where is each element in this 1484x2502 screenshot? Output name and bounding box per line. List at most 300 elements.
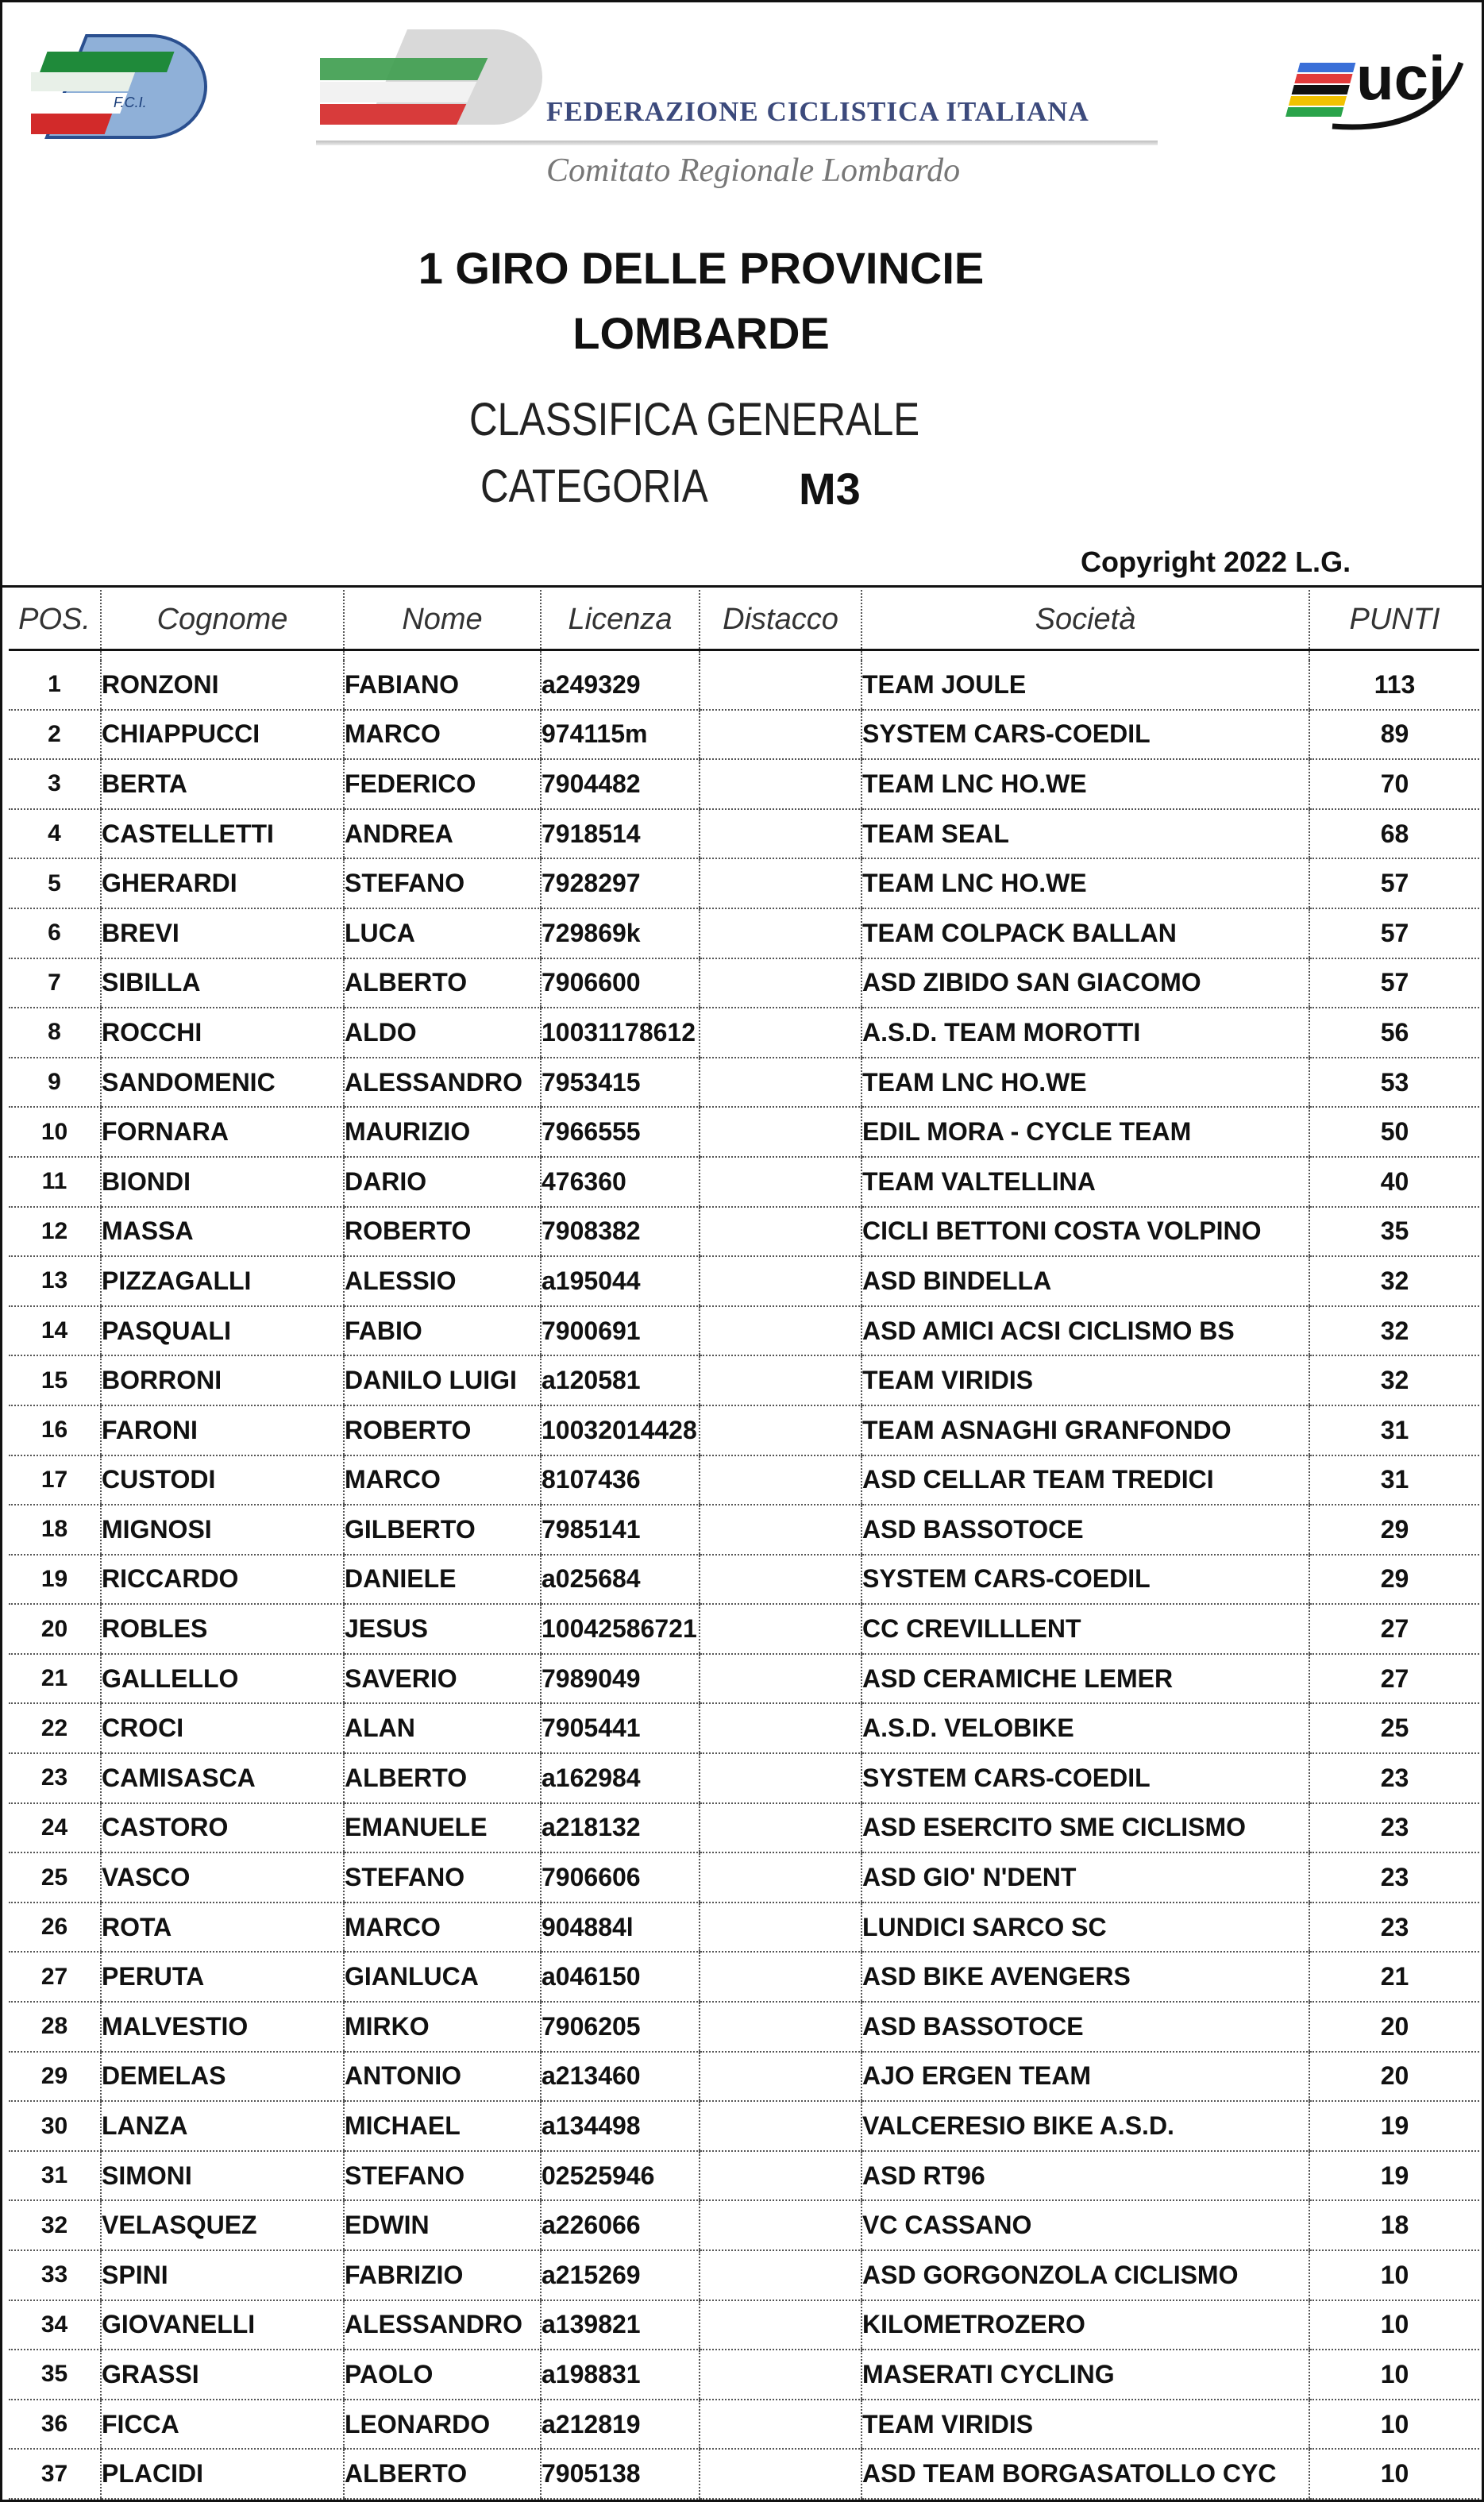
position-cell: 10 <box>9 1107 101 1157</box>
license-cell: a213460 <box>541 2052 700 2102</box>
column-header-surname: Cognome <box>101 590 344 650</box>
points-cell: 50 <box>1309 1107 1479 1157</box>
gap-cell <box>700 1306 861 1356</box>
gap-cell <box>700 1505 861 1555</box>
license-cell: 10031178612 <box>541 1008 700 1058</box>
team-cell: A.S.D. VELOBIKE <box>861 1703 1309 1753</box>
surname-cell: SPINI <box>101 2250 344 2300</box>
name-cell: MIRKO <box>344 2002 541 2052</box>
table-row <box>9 1803 1479 1853</box>
name-cell: EMANUELE <box>344 1803 541 1853</box>
team-cell: MASERATI CYCLING <box>861 2350 1309 2400</box>
surname-cell: SIMONI <box>101 2151 344 2201</box>
position-cell: 2 <box>9 710 101 760</box>
license-cell: 10032014428 <box>541 1405 700 1455</box>
gap-cell <box>700 1654 861 1704</box>
table-row <box>9 958 1479 1008</box>
table-row <box>9 1355 1479 1405</box>
table-row <box>9 1107 1479 1157</box>
points-cell: 10 <box>1309 2300 1479 2350</box>
surname-cell: VASCO <box>101 1852 344 1903</box>
column-header-license: Licenza <box>541 590 700 650</box>
position-cell: 22 <box>9 1703 101 1753</box>
surname-cell: BORRONI <box>101 1355 344 1405</box>
name-cell: SAVERIO <box>344 1654 541 1704</box>
table-row <box>9 1903 1479 1953</box>
team-cell: ASD CERAMICHE LEMER <box>861 1654 1309 1704</box>
gap-cell <box>700 1455 861 1505</box>
name-cell: STEFANO <box>344 858 541 908</box>
table-row <box>9 2052 1479 2102</box>
copyright-notice: Copyright 2022 L.G. <box>1081 546 1351 578</box>
points-cell: 20 <box>1309 2052 1479 2102</box>
table-row <box>9 2449 1479 2499</box>
name-cell: ALDO <box>344 1008 541 1058</box>
surname-cell: PLACIDI <box>101 2449 344 2499</box>
position-cell: 26 <box>9 1903 101 1953</box>
surname-cell: GALLELLO <box>101 1654 344 1704</box>
team-cell: SYSTEM CARS-COEDIL <box>861 1555 1309 1605</box>
points-cell: 32 <box>1309 1306 1479 1356</box>
name-cell: GIANLUCA <box>344 1952 541 2002</box>
team-cell: CICLI BETTONI COSTA VOLPINO <box>861 1207 1309 1257</box>
name-cell: FABRIZIO <box>344 2250 541 2300</box>
name-cell: ROBERTO <box>344 1405 541 1455</box>
surname-cell: LANZA <box>101 2101 344 2151</box>
position-cell: 19 <box>9 1555 101 1605</box>
table-row <box>9 1604 1479 1654</box>
team-cell: ASD BASSOTOCE <box>861 2002 1309 2052</box>
position-cell: 1 <box>9 661 101 710</box>
team-cell: A.S.D. TEAM MOROTTI <box>861 1008 1309 1058</box>
surname-cell: BERTA <box>101 759 344 809</box>
gap-cell <box>700 2400 861 2450</box>
license-cell: 7905138 <box>541 2449 700 2499</box>
name-cell: MAURIZIO <box>344 1107 541 1157</box>
license-cell: 02525946 <box>541 2151 700 2201</box>
license-cell: a046150 <box>541 1952 700 2002</box>
team-cell: TEAM COLPACK BALLAN <box>861 908 1309 958</box>
table-row <box>9 1157 1479 1207</box>
surname-cell: FICCA <box>101 2400 344 2450</box>
gap-cell <box>700 809 861 859</box>
banner-divider <box>316 141 1158 145</box>
license-cell: 974115m <box>541 710 700 760</box>
table-row <box>9 809 1479 859</box>
license-cell: 904884l <box>541 1903 700 1953</box>
surname-cell: GIOVANELLI <box>101 2300 344 2350</box>
gap-cell <box>700 2002 861 2052</box>
points-cell: 57 <box>1309 858 1479 908</box>
table-row <box>9 1405 1479 1455</box>
category-value: M3 <box>799 464 861 514</box>
license-cell: a249329 <box>541 661 700 710</box>
surname-cell: ROBLES <box>101 1604 344 1654</box>
name-cell: MARCO <box>344 1455 541 1505</box>
table-body <box>9 650 1479 2499</box>
name-cell: ALBERTO <box>344 1753 541 1803</box>
gap-cell <box>700 2449 861 2499</box>
points-cell: 31 <box>1309 1405 1479 1455</box>
column-header-name: Nome <box>344 590 541 650</box>
gap-cell <box>700 2350 861 2400</box>
name-cell: STEFANO <box>344 2151 541 2201</box>
position-cell: 11 <box>9 1157 101 1207</box>
name-cell: LUCA <box>344 908 541 958</box>
points-cell: 113 <box>1309 661 1479 710</box>
surname-cell: RICCARDO <box>101 1555 344 1605</box>
surname-cell: PERUTA <box>101 1952 344 2002</box>
position-cell: 25 <box>9 1852 101 1903</box>
regional-committee: Comitato Regionale Lombardo <box>546 152 961 189</box>
gap-cell <box>700 908 861 958</box>
position-cell: 36 <box>9 2400 101 2450</box>
table-row <box>9 1505 1479 1555</box>
team-cell: ASD BINDELLA <box>861 1256 1309 1306</box>
gap-cell <box>700 1604 861 1654</box>
name-cell: ROBERTO <box>344 1207 541 1257</box>
fci-logo-icon <box>31 31 214 142</box>
surname-cell: CAMISASCA <box>101 1753 344 1803</box>
gap-cell <box>700 1405 861 1455</box>
license-cell: 10042586721 <box>541 1604 700 1654</box>
points-cell: 10 <box>1309 2350 1479 2400</box>
surname-cell: RONZONI <box>101 661 344 710</box>
surname-cell: MALVESTIO <box>101 2002 344 2052</box>
position-cell: 16 <box>9 1405 101 1455</box>
table-row <box>9 1058 1479 1108</box>
team-cell: ASD BASSOTOCE <box>861 1505 1309 1555</box>
table-top-rule <box>2 585 1482 588</box>
points-cell: 27 <box>1309 1604 1479 1654</box>
gap-cell <box>700 1555 861 1605</box>
gap-cell <box>700 1753 861 1803</box>
surname-cell: CASTORO <box>101 1803 344 1853</box>
team-cell: ASD TEAM BORGASATOLLO CYC <box>861 2449 1309 2499</box>
surname-cell: CROCI <box>101 1703 344 1753</box>
gap-cell <box>700 1107 861 1157</box>
table-row <box>9 2350 1479 2400</box>
header-spacer-row <box>9 650 1479 661</box>
table-row <box>9 1703 1479 1753</box>
name-cell: FEDERICO <box>344 759 541 809</box>
position-cell: 24 <box>9 1803 101 1853</box>
name-cell: FABIO <box>344 1306 541 1356</box>
position-cell: 27 <box>9 1952 101 2002</box>
position-cell: 35 <box>9 2350 101 2400</box>
points-cell: 89 <box>1309 710 1479 760</box>
surname-cell: FORNARA <box>101 1107 344 1157</box>
name-cell: ANDREA <box>344 809 541 859</box>
position-cell: 32 <box>9 2200 101 2250</box>
gap-cell <box>700 1803 861 1853</box>
gap-cell <box>700 958 861 1008</box>
name-cell: MICHAEL <box>344 2101 541 2151</box>
name-cell: ALBERTO <box>344 2449 541 2499</box>
table-row <box>9 2002 1479 2052</box>
name-cell: FABIANO <box>344 661 541 710</box>
table-row <box>9 2300 1479 2350</box>
position-cell: 34 <box>9 2300 101 2350</box>
points-cell: 27 <box>1309 1654 1479 1704</box>
category-label: CATEGORIA <box>480 461 708 512</box>
surname-cell: ROTA <box>101 1903 344 1953</box>
gap-cell <box>700 1157 861 1207</box>
italian-flag-swoosh-icon <box>320 26 550 145</box>
license-cell: 7908382 <box>541 1207 700 1257</box>
table-row <box>9 1952 1479 2002</box>
ranking-title: CLASSIFICA GENERALE <box>469 394 920 445</box>
surname-cell: GRASSI <box>101 2350 344 2400</box>
points-cell: 35 <box>1309 1207 1479 1257</box>
points-cell: 23 <box>1309 1753 1479 1803</box>
team-cell: SYSTEM CARS-COEDIL <box>861 710 1309 760</box>
surname-cell: FARONI <box>101 1405 344 1455</box>
team-cell: TEAM ASNAGHI GRANFONDO <box>861 1405 1309 1455</box>
position-cell: 30 <box>9 2101 101 2151</box>
position-cell: 5 <box>9 858 101 908</box>
gap-cell <box>700 661 861 710</box>
license-cell: 7905441 <box>541 1703 700 1753</box>
license-cell: 7953415 <box>541 1058 700 1108</box>
name-cell: DANIELE <box>344 1555 541 1605</box>
column-header-team: Società <box>861 590 1309 650</box>
table-row <box>9 2400 1479 2450</box>
table-row <box>9 2151 1479 2201</box>
gap-cell <box>700 2151 861 2201</box>
points-cell: 23 <box>1309 1803 1479 1853</box>
license-cell: 8107436 <box>541 1455 700 1505</box>
license-cell: a218132 <box>541 1803 700 1853</box>
team-cell: ASD ZIBIDO SAN GIACOMO <box>861 958 1309 1008</box>
name-cell: ALAN <box>344 1703 541 1753</box>
name-cell: ALESSIO <box>344 1256 541 1306</box>
team-cell: TEAM LNC HO.WE <box>861 1058 1309 1108</box>
name-cell: DARIO <box>344 1157 541 1207</box>
position-cell: 8 <box>9 1008 101 1058</box>
team-cell: KILOMETROZERO <box>861 2300 1309 2350</box>
surname-cell: CASTELLETTI <box>101 809 344 859</box>
team-cell: LUNDICI SARCO SC <box>861 1903 1309 1953</box>
table-row <box>9 908 1479 958</box>
points-cell: 29 <box>1309 1555 1479 1605</box>
gap-cell <box>700 1903 861 1953</box>
points-cell: 23 <box>1309 1852 1479 1903</box>
points-cell: 10 <box>1309 2449 1479 2499</box>
surname-cell: DEMELAS <box>101 2052 344 2102</box>
gap-cell <box>700 1852 861 1903</box>
position-cell: 33 <box>9 2250 101 2300</box>
name-cell: PAOLO <box>344 2350 541 2400</box>
table-row <box>9 1852 1479 1903</box>
points-cell: 20 <box>1309 2002 1479 2052</box>
federation-name: FEDERAZIONE CICLISTICA ITALIANA <box>546 96 1089 127</box>
license-cell: a162984 <box>541 1753 700 1803</box>
gap-cell <box>700 1058 861 1108</box>
license-cell: 7906205 <box>541 2002 700 2052</box>
points-cell: 18 <box>1309 2200 1479 2250</box>
position-cell: 3 <box>9 759 101 809</box>
position-cell: 15 <box>9 1355 101 1405</box>
points-cell: 70 <box>1309 759 1479 809</box>
team-cell: VC CASSANO <box>861 2200 1309 2250</box>
team-cell: AJO ERGEN TEAM <box>861 2052 1309 2102</box>
svg-text:uci: uci <box>1356 43 1446 113</box>
gap-cell <box>700 2250 861 2300</box>
team-cell: ASD BIKE AVENGERS <box>861 1952 1309 2002</box>
position-cell: 21 <box>9 1654 101 1704</box>
gap-cell <box>700 1256 861 1306</box>
table-row <box>9 1306 1479 1356</box>
gap-cell <box>700 1952 861 2002</box>
points-cell: 32 <box>1309 1355 1479 1405</box>
surname-cell: CUSTODI <box>101 1455 344 1505</box>
name-cell: MARCO <box>344 1903 541 1953</box>
points-cell: 19 <box>1309 2101 1479 2151</box>
team-cell: EDIL MORA - CYCLE TEAM <box>861 1107 1309 1157</box>
team-cell: ASD ESERCITO SME CICLISMO <box>861 1803 1309 1853</box>
table-row <box>9 1256 1479 1306</box>
team-cell: ASD AMICI ACSI CICLISMO BS <box>861 1306 1309 1356</box>
column-header-gap: Distacco <box>700 590 861 650</box>
gap-cell <box>700 1703 861 1753</box>
surname-cell: PIZZAGALLI <box>101 1256 344 1306</box>
gap-cell <box>700 1355 861 1405</box>
license-cell: 7985141 <box>541 1505 700 1555</box>
license-cell: a025684 <box>541 1555 700 1605</box>
surname-cell: CHIAPPUCCI <box>101 710 344 760</box>
points-cell: 57 <box>1309 908 1479 958</box>
table-row <box>9 1455 1479 1505</box>
gap-cell <box>700 2200 861 2250</box>
table-row <box>9 661 1479 710</box>
surname-cell: SIBILLA <box>101 958 344 1008</box>
position-cell: 9 <box>9 1058 101 1108</box>
points-cell: 56 <box>1309 1008 1479 1058</box>
team-cell: TEAM LNC HO.WE <box>861 858 1309 908</box>
points-cell: 21 <box>1309 1952 1479 2002</box>
name-cell: ANTONIO <box>344 2052 541 2102</box>
surname-cell: PASQUALI <box>101 1306 344 1356</box>
team-cell: TEAM SEAL <box>861 809 1309 859</box>
license-cell: 7966555 <box>541 1107 700 1157</box>
points-cell: 10 <box>1309 2400 1479 2450</box>
position-cell: 20 <box>9 1604 101 1654</box>
license-cell: 7989049 <box>541 1654 700 1704</box>
gap-cell <box>700 2101 861 2151</box>
license-cell: a198831 <box>541 2350 700 2400</box>
gap-cell <box>700 1207 861 1257</box>
points-cell: 29 <box>1309 1505 1479 1555</box>
position-cell: 7 <box>9 958 101 1008</box>
team-cell: TEAM VIRIDIS <box>861 1355 1309 1405</box>
team-cell: ASD CELLAR TEAM TREDICI <box>861 1455 1309 1505</box>
position-cell: 23 <box>9 1753 101 1803</box>
position-cell: 13 <box>9 1256 101 1306</box>
event-title-line1: 1 GIRO DELLE PROVINCIE <box>418 243 985 293</box>
points-cell: 40 <box>1309 1157 1479 1207</box>
gap-cell <box>700 2052 861 2102</box>
team-cell: ASD GORGONZOLA CICLISMO <box>861 2250 1309 2300</box>
points-cell: 10 <box>1309 2250 1479 2300</box>
gap-cell <box>700 1008 861 1058</box>
points-cell: 23 <box>1309 1903 1479 1953</box>
team-cell: VALCERESIO BIKE A.S.D. <box>861 2101 1309 2151</box>
team-cell: ASD GIO' N'DENT <box>861 1852 1309 1903</box>
license-cell: 7918514 <box>541 809 700 859</box>
surname-cell: GHERARDI <box>101 858 344 908</box>
surname-cell: MIGNOSI <box>101 1505 344 1555</box>
points-cell: 68 <box>1309 809 1479 859</box>
gap-cell <box>700 710 861 760</box>
name-cell: ALBERTO <box>344 958 541 1008</box>
table-row <box>9 2101 1479 2151</box>
team-cell: TEAM LNC HO.WE <box>861 759 1309 809</box>
position-cell: 18 <box>9 1505 101 1555</box>
gap-cell <box>700 2300 861 2350</box>
surname-cell: VELASQUEZ <box>101 2200 344 2250</box>
name-cell: ALESSANDRO <box>344 2300 541 2350</box>
surname-cell: SANDOMENIC <box>101 1058 344 1108</box>
table-row <box>9 1008 1479 1058</box>
results-table <box>9 590 1479 2500</box>
team-cell: ASD RT96 <box>861 2151 1309 2201</box>
event-title-line2: LOMBARDE <box>572 308 830 358</box>
position-cell: 37 <box>9 2449 101 2499</box>
surname-cell: MASSA <box>101 1207 344 1257</box>
table-row <box>9 710 1479 760</box>
table-row <box>9 858 1479 908</box>
name-cell: DANILO LUIGI <box>344 1355 541 1405</box>
column-header-pos: POS. <box>9 590 101 650</box>
position-cell: 29 <box>9 2052 101 2102</box>
name-cell: STEFANO <box>344 1852 541 1903</box>
points-cell: 53 <box>1309 1058 1479 1108</box>
license-cell: 7900691 <box>541 1306 700 1356</box>
points-cell: 57 <box>1309 958 1479 1008</box>
table-row <box>9 2200 1479 2250</box>
license-cell: a139821 <box>541 2300 700 2350</box>
points-cell: 19 <box>1309 2151 1479 2201</box>
license-cell: a212819 <box>541 2400 700 2450</box>
position-cell: 28 <box>9 2002 101 2052</box>
table-row <box>9 1753 1479 1803</box>
points-cell: 25 <box>1309 1703 1479 1753</box>
license-cell: 729869k <box>541 908 700 958</box>
position-cell: 12 <box>9 1207 101 1257</box>
license-cell: 476360 <box>541 1157 700 1207</box>
svg-text:F.C.I.: F.C.I. <box>114 94 147 110</box>
column-header-points: PUNTI <box>1309 590 1479 650</box>
name-cell: EDWIN <box>344 2200 541 2250</box>
table-row <box>9 2250 1479 2300</box>
team-cell: TEAM JOULE <box>861 661 1309 710</box>
team-cell: TEAM VALTELLINA <box>861 1157 1309 1207</box>
license-cell: a215269 <box>541 2250 700 2300</box>
license-cell: 7904482 <box>541 759 700 809</box>
license-cell: 7928297 <box>541 858 700 908</box>
position-cell: 6 <box>9 908 101 958</box>
team-cell: CC CREVILLLENT <box>861 1604 1309 1654</box>
points-cell: 31 <box>1309 1455 1479 1505</box>
position-cell: 31 <box>9 2151 101 2201</box>
license-cell: a226066 <box>541 2200 700 2250</box>
name-cell: ALESSANDRO <box>344 1058 541 1108</box>
team-cell: TEAM VIRIDIS <box>861 2400 1309 2450</box>
team-cell: SYSTEM CARS-COEDIL <box>861 1753 1309 1803</box>
license-cell: a134498 <box>541 2101 700 2151</box>
name-cell: JESUS <box>344 1604 541 1654</box>
